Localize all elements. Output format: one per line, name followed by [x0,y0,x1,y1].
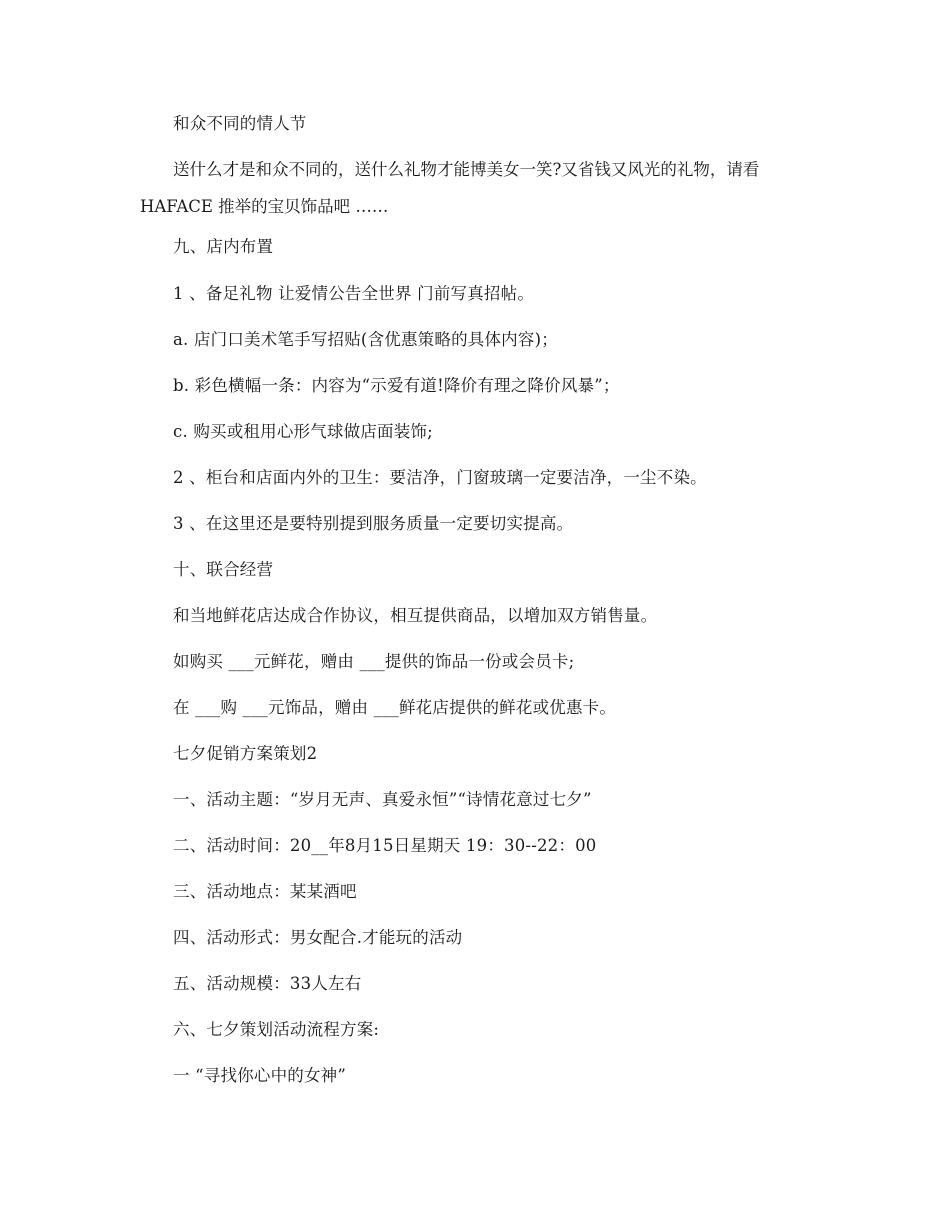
list-item: 1 、备足礼物 让爱情公告全世界 门前写真招帖。 [173,284,535,303]
list-item: 一 “寻找你心中的女神” [173,1066,347,1085]
list-item: 一、活动主题：“岁月无声、真爱永恒”“诗情花意过七夕” [173,790,592,809]
list-item: 二、活动时间：20__年8月15日星期天 19：30--22：00 [173,836,597,855]
section-heading-store-layout: 九、店内布置 [173,237,274,256]
section-heading-joint-operation: 十、联合经营 [173,560,274,579]
paragraph-gift-intro [140,159,820,218]
section-heading-valentine: 和众不同的情人节 [173,114,307,133]
list-item: 六、七夕策划活动流程方案: [173,1020,380,1039]
paragraph-line: 和当地鲜花店达成合作协议，相互提供商品，以增加双方销售量。 [173,606,658,625]
list-item: 四、活动形式：男女配合.才能玩的活动 [173,928,463,947]
section-heading-plan-2: 七夕促销方案策划2 [173,744,318,763]
paragraph-line: HAFACE 推举的宝贝饰品吧 …… [140,197,389,216]
list-item: b. 彩色横幅一条：内容为“示爱有道!降价有理之降价风暴”； [173,376,620,395]
paragraph-line: 如购买 ___元鲜花，赠由 ___提供的饰品一份或会员卡; [173,652,575,671]
list-item: c. 购买或租用心形气球做店面装饰; [173,422,433,441]
paragraph-line: 送什么才是和众不同的，送什么礼物才能博美女一笑?又省钱又风光的礼物，请看 [173,160,760,179]
list-item: 3 、在这里还是要特别提到服务质量一定要切实提高。 [173,514,574,533]
list-item: 三、活动地点：某某酒吧 [173,882,357,901]
list-item: 五、活动规模：33人左右 [173,974,362,993]
list-item: 2 、柜台和店面内外的卫生：要洁净，门窗玻璃一定要洁净，一尘不染。 [173,468,707,487]
paragraph-line: 在 ___购 ___元饰品，赠由 ___鲜花店提供的鲜花或优惠卡。 [173,698,617,717]
list-item: a. 店门口美术笔手写招贴(含优惠策略的具体内容)； [173,330,558,349]
